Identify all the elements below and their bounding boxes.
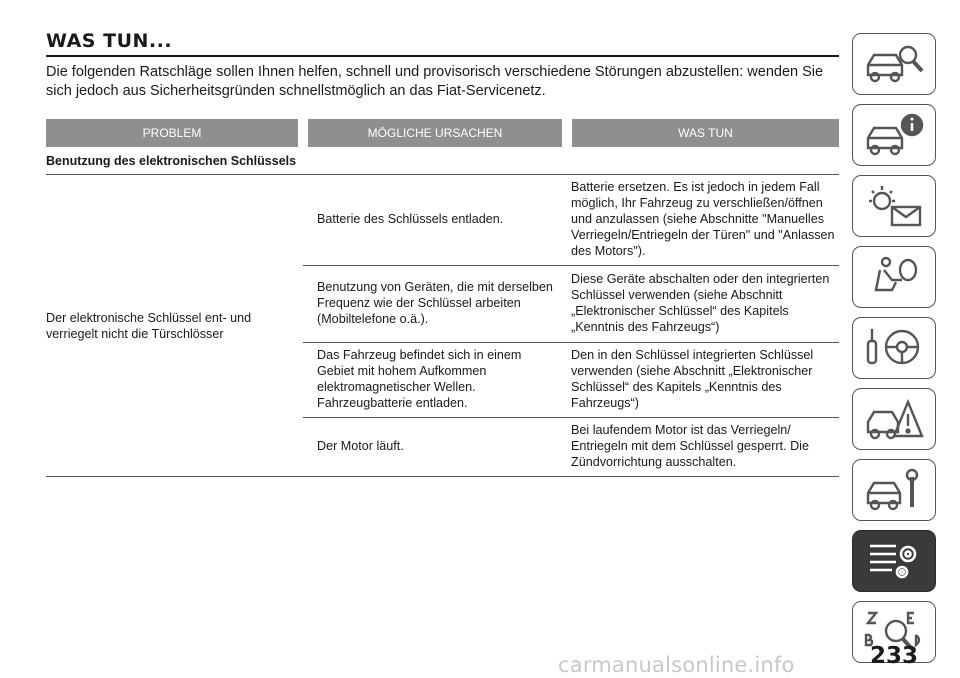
page-content [46, 30, 839, 477]
header-actions: WAS TUN [567, 119, 839, 147]
cause-cell: Benutzung von Geräten, die mit derselben Frequenz wie der Schlüssel arbeiten (Mobiltelefone o.ä.). [303, 266, 567, 343]
tab-warning-lights[interactable] [852, 175, 936, 237]
watermark: carmanualsonline.info [558, 653, 795, 677]
table-header-row [46, 119, 839, 147]
tab-car-info[interactable] [852, 104, 936, 166]
tab-safety[interactable] [852, 246, 936, 308]
key-steering-wheel-icon [862, 325, 926, 371]
car-emergency-warning-icon [862, 396, 926, 442]
car-info-icon [862, 112, 926, 158]
intro-paragraph: Die folgenden Ratschläge sollen Ihnen helfen, schnell und provisorisch verschiedene Störungen abzustellen: wenden Sie sich jedoch aus Sicherheitsgründen schnellstmöglich an das Fiat-Servicenetz. [46, 64, 824, 99]
tab-car-search[interactable] [852, 33, 936, 95]
header-causes: MÖGLICHE URSACHEN [303, 119, 567, 147]
tab-technical-data[interactable] [852, 530, 936, 592]
technical-data-gears-icon [862, 538, 926, 584]
action-cell: Batterie ersetzen. Es ist jedoch in jedem Fall möglich, Ihr Fahrzeug zu verschließen/öffnen und anzulassen (siehe Abschnitte "Manuelles Verriegeln/Entriegeln der Türen" und "Anlassen des Motors"). [567, 175, 839, 266]
section-heading: Benutzung des elektronischen Schlüssels [46, 147, 839, 175]
action-cell: Diese Geräte abschalten oder den integrierten Schlüssel verwenden (siehe Abschnitt „Elektronischer Schlüssel“ des Kapitels „Kenntnis des Fahrzeugs“) [567, 266, 839, 343]
airbag-safety-icon [862, 254, 926, 300]
troubleshooting-table [46, 119, 839, 477]
problem-cell: Der elektronische Schlüssel ent- und verriegelt nicht die Türschlösser [46, 175, 303, 477]
cause-cell: Das Fahrzeug befindet sich in einem Gebiet mit hohem Aufkommen elektromagnetischer Wellen. Fahrzeugbatterie entladen. [303, 343, 567, 418]
tab-maintenance[interactable] [852, 459, 936, 521]
tab-key-steering[interactable] [852, 317, 936, 379]
car-maintenance-wrench-icon [862, 467, 926, 513]
tab-emergency[interactable] [852, 388, 936, 450]
cause-cell: Batterie des Schlüssels entladen. [303, 175, 567, 266]
table-row [46, 175, 839, 266]
action-cell: Bei laufendem Motor ist das Verriegeln/ Entriegeln mit dem Schlüssel gesperrt. Die Zündvorrichtung ausschalten. [567, 418, 839, 477]
cause-cell: Der Motor läuft. [303, 418, 567, 477]
page-title: WAS TUN... [46, 30, 839, 57]
car-search-icon [862, 41, 926, 87]
action-cell: Den in den Schlüssel integrierten Schlüssel verwenden (siehe Abschnitt „Elektronischer Schlüssel“ des Kapitels „Kenntnis des Fahrzeugs“) [567, 343, 839, 418]
chapter-tabs [852, 33, 938, 672]
header-problem: PROBLEM [46, 119, 303, 147]
page-number: 233 [870, 643, 919, 669]
section-row [46, 147, 839, 175]
warning-lights-message-icon [862, 183, 926, 229]
